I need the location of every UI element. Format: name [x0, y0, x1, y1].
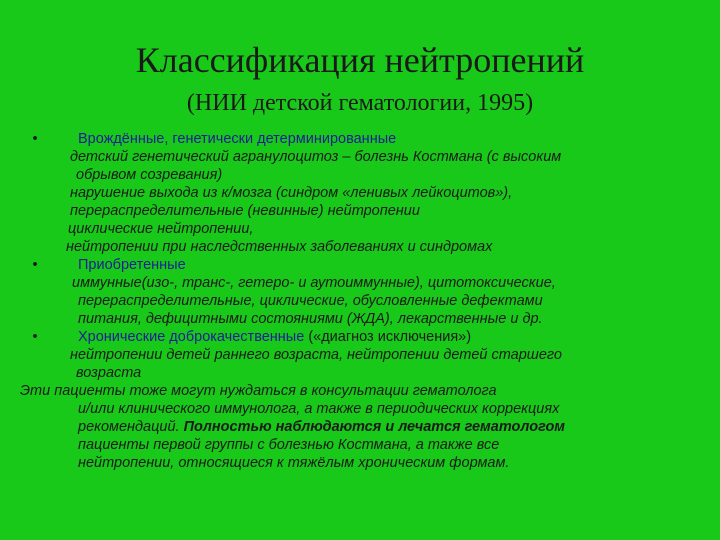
note-emphasis: Полностью наблюдаются и лечатся гематологом	[183, 419, 566, 435]
note-text: рекомендаций.	[78, 419, 184, 435]
list-item	[28, 238, 708, 256]
item-line: иммунные(изо-, транс-, гетеро- и аутоиммунные), цитотоксические,	[72, 275, 556, 291]
note-line: пациенты первой группы с болезнью Костмана, а также все	[78, 437, 500, 453]
list-item	[28, 184, 708, 202]
section-heading-text: Приобретенные	[78, 257, 186, 273]
section-chronic-benign	[28, 328, 708, 382]
list-item	[28, 346, 708, 382]
list-item	[28, 202, 708, 220]
slide-title: Классификация нейтропений	[135, 40, 585, 80]
section-heading-suffix: («диагноз исключения»)	[304, 329, 472, 345]
item-line: нейтропении детей раннего возраста, нейтропении детей старшего	[70, 347, 562, 363]
bullet-icon: •	[32, 131, 38, 147]
note-paragraph	[20, 382, 708, 472]
note-line: и/или клинического иммунолога, а также в периодических коррекциях	[78, 401, 560, 417]
section-heading	[28, 328, 708, 346]
item-line: питания, дефицитными состояниями (ЖДА), лекарственные и др.	[78, 311, 543, 327]
note-line: нейтропении, относящиеся к тяжёлым хроническим формам.	[78, 455, 510, 471]
list-item	[28, 274, 708, 328]
item-line: нейтропении при наследственных заболеваниях и синдромах	[66, 239, 493, 255]
item-line: циклические нейтропении,	[68, 221, 254, 237]
section-heading-text: Врождённые, генетически детерминированные	[78, 131, 397, 147]
item-line: перераспределительные (невинные) нейтропении	[70, 203, 420, 219]
item-line: детский генетический агранулоцитоз – болезнь Костмана (с высоким	[70, 149, 562, 165]
note-line: Эти пациенты тоже могут нуждаться в консультации гематолога	[20, 383, 497, 399]
section-congenital	[28, 130, 708, 256]
bullet-icon: •	[32, 329, 38, 345]
section-heading	[28, 256, 708, 274]
section-acquired	[28, 256, 708, 328]
item-line: нарушение выхода из к/мозга (синдром «ленивых лейкоцитов»),	[70, 185, 513, 201]
bullet-icon: •	[32, 257, 38, 273]
list-item	[28, 220, 708, 238]
item-line: обрывом созревания)	[76, 167, 223, 183]
slide-content	[20, 130, 708, 472]
item-line: перераспределительные, циклические, обусловленные дефектами	[78, 293, 543, 309]
slide-subtitle: (НИИ детской гематологии, 1995)	[186, 90, 534, 116]
section-heading	[28, 130, 708, 148]
list-item	[28, 148, 708, 184]
item-line: возраста	[76, 365, 142, 381]
note-line	[20, 418, 708, 436]
section-heading-text: Хронические доброкачественные	[78, 329, 305, 345]
